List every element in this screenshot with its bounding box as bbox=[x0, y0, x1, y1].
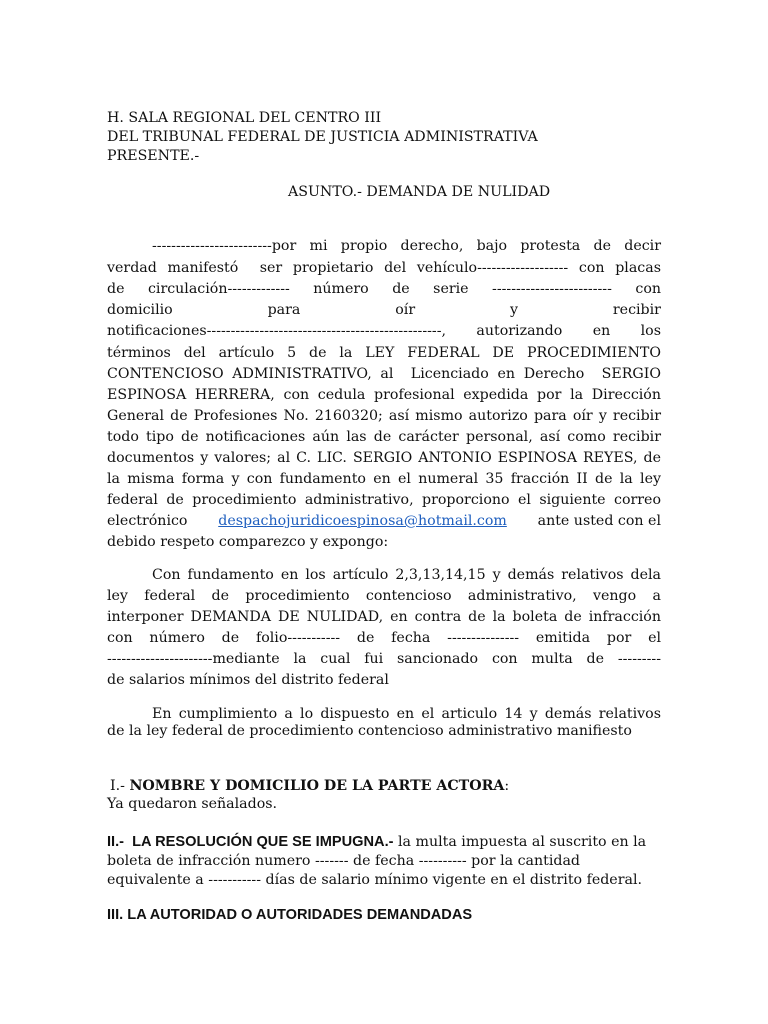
paragraph-3-line: de la ley federal de procedimiento contencioso administrativo manifiesto bbox=[107, 723, 632, 739]
paragraph-1-line: notificaciones-------------------------------------------------, autorizando en los bbox=[107, 323, 661, 339]
section-2-line-1 bbox=[107, 833, 646, 851]
email-prefix: electrónico bbox=[107, 513, 188, 529]
paragraph-1-line: términos del artículo 5 de la LEY FEDERAL DE PROCEDIMIENTO bbox=[107, 345, 661, 361]
paragraph-1-line: todo tipo de notificaciones aún las de carácter personal, así como recibir bbox=[107, 429, 661, 445]
paragraph-3-line: En cumplimiento a lo dispuesto en el articulo 14 y demás relativos bbox=[152, 706, 661, 722]
section-1-title: NOMBRE Y DOMICILIO DE LA PARTE ACTORA bbox=[129, 778, 505, 794]
section-3-title: III. LA AUTORIDAD O AUTORIDADES DEMANDADAS bbox=[107, 907, 473, 923]
paragraph-2-line: interponer DEMANDA DE NULIDAD, en contra de la boleta de infracción bbox=[107, 609, 661, 625]
paragraph-1-line: federal de procedimiento administrativo, proporciono el siguiente correo bbox=[107, 492, 661, 508]
section-2-line-2: boleta de infracción numero ------- de fecha ---------- por la cantidad bbox=[107, 853, 580, 869]
paragraph-2-line: con número de folio----------- de fecha --------------- emitida por el bbox=[107, 630, 661, 646]
addressee-line-3: PRESENTE.- bbox=[107, 148, 200, 164]
word: para bbox=[267, 302, 301, 318]
section-1-heading bbox=[110, 777, 509, 795]
section-2-text: la multa impuesta al suscrito en la bbox=[398, 834, 647, 850]
paragraph-1-line bbox=[107, 301, 661, 319]
paragraph-1-line: -------------------------por mi propio derecho, bajo protesta de decir bbox=[152, 238, 661, 254]
addressee-line-1: H. SALA REGIONAL DEL CENTRO III bbox=[107, 110, 382, 126]
paragraph-1-line: documentos y valores; al C. LIC. SERGIO ANTONIO ESPINOSA REYES, de bbox=[107, 450, 661, 466]
paragraph-1-line: ESPINOSA HERRERA, con cedula profesional expedida por la Dirección bbox=[107, 387, 661, 403]
paragraph-1-line: General de Profesiones No. 2160320; así mismo autorizo para oír y recibir bbox=[107, 408, 661, 424]
paragraph-1-line: la misma forma y con fundamento en el numeral 35 fracción II de la ley bbox=[107, 471, 661, 487]
paragraph-2-line: de salarios mínimos del distrito federal bbox=[107, 672, 389, 688]
word: recibir bbox=[612, 302, 661, 318]
subject-line: ASUNTO.- DEMANDA DE NULIDAD bbox=[288, 184, 551, 200]
section-1-colon: : bbox=[504, 778, 510, 794]
paragraph-1-email-line bbox=[107, 512, 661, 530]
addressee-line-2: DEL TRIBUNAL FEDERAL DE JUSTICIA ADMINISTRATIVA bbox=[107, 129, 538, 145]
section-2-title: II.- LA RESOLUCIÓN QUE SE IMPUGNA.- bbox=[107, 834, 394, 850]
section-2-line-3: equivalente a ----------- días de salario mínimo vigente en el distrito federal. bbox=[107, 872, 642, 888]
paragraph-1-line: debido respeto comparezco y expongo: bbox=[107, 534, 389, 550]
word: y bbox=[510, 302, 519, 318]
email-link[interactable]: despachojuridicoespinosa@hotmail.com bbox=[218, 513, 507, 529]
paragraph-2-line: Con fundamento en los artículo 2,3,13,14,15 y demás relativos dela bbox=[152, 567, 661, 583]
paragraph-1-line: de circulación------------- número de serie ------------------------- con bbox=[107, 281, 661, 297]
paragraph-2-line: ley federal de procedimiento contencioso administrativo, vengo a bbox=[107, 588, 661, 604]
word: domicilio bbox=[107, 302, 173, 318]
section-1-body: Ya quedaron señalados. bbox=[107, 796, 278, 812]
paragraph-2-line: ----------------------mediante la cual fui sancionado con multa de --------- bbox=[107, 651, 661, 667]
paragraph-1-line: verdad manifestó ser propietario del vehículo------------------- con placas bbox=[107, 260, 661, 276]
email-suffix: ante usted con el bbox=[537, 513, 661, 529]
word: oír bbox=[395, 302, 416, 318]
section-1-number: I.- bbox=[110, 778, 125, 794]
paragraph-1-line: CONTENCIOSO ADMINISTRATIVO, al Licenciado en Derecho SERGIO bbox=[107, 366, 661, 382]
